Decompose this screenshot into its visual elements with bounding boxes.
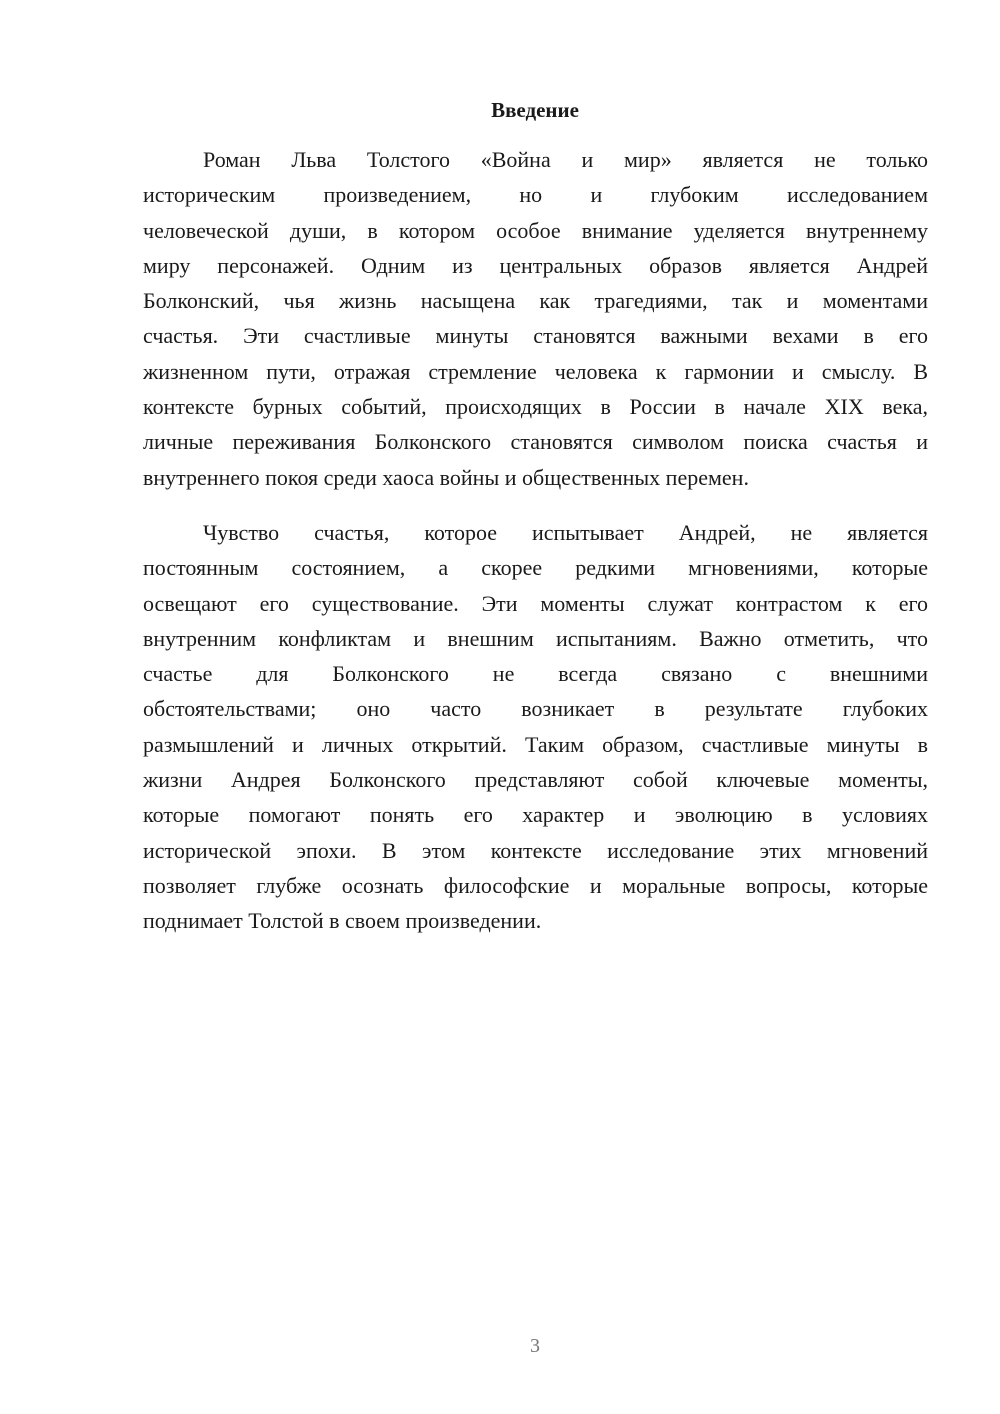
text-line: обстоятельствами; оно часто возникает в результате глубоких: [143, 696, 928, 722]
text-line: человеческой души, в котором особое внимание уделяется внутреннему: [143, 217, 928, 243]
paragraph-2: [143, 515, 928, 939]
text-line: жизни Андрея Болконского представляют собой ключевые моменты,: [143, 767, 928, 793]
text-line: контексте бурных событий, происходящих в России в начале XIX века,: [143, 394, 928, 420]
text-line: внутренним конфликтам и внешним испытаниям. Важно отметить, что: [143, 625, 928, 651]
text-line: личные переживания Болконского становятся символом поиска счастья и: [143, 429, 928, 455]
text-line: размышлений и личных открытий. Таким образом, счастливые минуты в: [143, 731, 928, 757]
text-line: Роман Льва Толстого «Война и мир» является не только: [203, 147, 928, 172]
paragraph-1: [143, 142, 928, 495]
text-line: Болконский, чья жизнь насыщена как трагедиями, так и моментами: [143, 288, 928, 314]
text-line: историческим произведением, но и глубоким исследованием: [143, 182, 928, 208]
text-line: постоянным состоянием, а скорее редкими мгновениями, которые: [143, 555, 928, 581]
text-line: поднимает Толстой в своем произведении.: [143, 908, 542, 934]
text-line: счастья. Эти счастливые минуты становятся важными вехами в его: [143, 323, 928, 349]
text-line: освещают его существование. Эти моменты служат контрастом к его: [143, 590, 928, 616]
text-line: исторической эпохи. В этом контексте исследование этих мгновений: [143, 837, 928, 863]
page-number: 3: [530, 1335, 540, 1357]
text-line: Чувство счастья, которое испытывает Андрей, не является: [203, 520, 928, 545]
text-line: счастье для Болконского не всегда связано с внешними: [143, 661, 928, 687]
text-line: позволяет глубже осознать философские и моральные вопросы, которые: [143, 872, 928, 898]
text-line: которые помогают понять его характер и эволюцию в условиях: [143, 802, 928, 828]
section-title: Введение: [491, 98, 579, 122]
text-line: жизненном пути, отражая стремление человека к гармонии и смыслу. В: [143, 358, 928, 384]
text-line: миру персонажей. Одним из центральных образов является Андрей: [143, 252, 928, 278]
text-line: внутреннего покоя среди хаоса войны и общественных перемен.: [143, 464, 749, 490]
